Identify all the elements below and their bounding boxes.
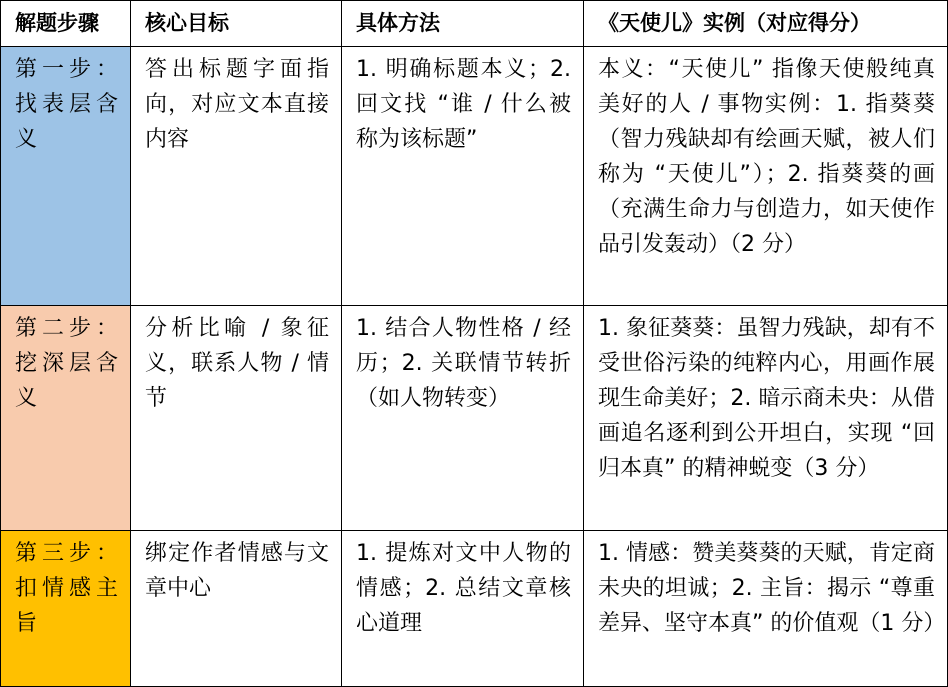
goal-cell-2: 分析比喻 / 象征义，联系人物 / 情节 bbox=[131, 306, 342, 531]
table-row bbox=[1, 47, 948, 306]
table-row bbox=[1, 306, 948, 531]
header-method: 具体方法 bbox=[342, 1, 584, 47]
example-cell-3: 1. 情感：赞美葵葵的天赋，肯定商未央的坦诚；2. 主旨：揭示 “尊重差异、坚守本真” 的价值观（1 分） bbox=[584, 531, 948, 687]
header-goal: 核心目标 bbox=[131, 1, 342, 47]
example-cell-1: 本义：“天使儿” 指像天使般纯真美好的人 / 事物实例：1. 指葵葵（智力残缺却有绘画天赋，被人们称为 “天使儿”）；2. 指葵葵的画（充满生命力与创造力，如天使作品引发轰动）（2 分） bbox=[584, 47, 948, 306]
header-step: 解题步骤 bbox=[1, 1, 131, 47]
method-cell-1: 1. 明确标题本义；2. 回文找 “谁 / 什么被称为该标题” bbox=[342, 47, 584, 306]
example-cell-2: 1. 象征葵葵：虽智力残缺，却有不受世俗污染的纯粹内心，用画作展现生命美好；2. 暗示商未央：从借画追名逐利到公开坦白，实现 “回归本真” 的精神蜕变（3 分） bbox=[584, 306, 948, 531]
goal-cell-1: 答出标题字面指向，对应文本直接内容 bbox=[131, 47, 342, 306]
step-cell-2: 第二步：挖深层含义 bbox=[1, 306, 131, 531]
header-example: 《天使儿》实例（对应得分） bbox=[584, 1, 948, 47]
goal-cell-3: 绑定作者情感与文章中心 bbox=[131, 531, 342, 687]
table-row bbox=[1, 531, 948, 687]
step-cell-3: 第三步：扣情感主旨 bbox=[1, 531, 131, 687]
step-cell-1: 第一步：找表层含义 bbox=[1, 47, 131, 306]
method-cell-2: 1. 结合人物性格 / 经历；2. 关联情节转折（如人物转变） bbox=[342, 306, 584, 531]
table-header-row bbox=[1, 1, 948, 47]
method-cell-3: 1. 提炼对文中人物的情感；2. 总结文章核心道理 bbox=[342, 531, 584, 687]
